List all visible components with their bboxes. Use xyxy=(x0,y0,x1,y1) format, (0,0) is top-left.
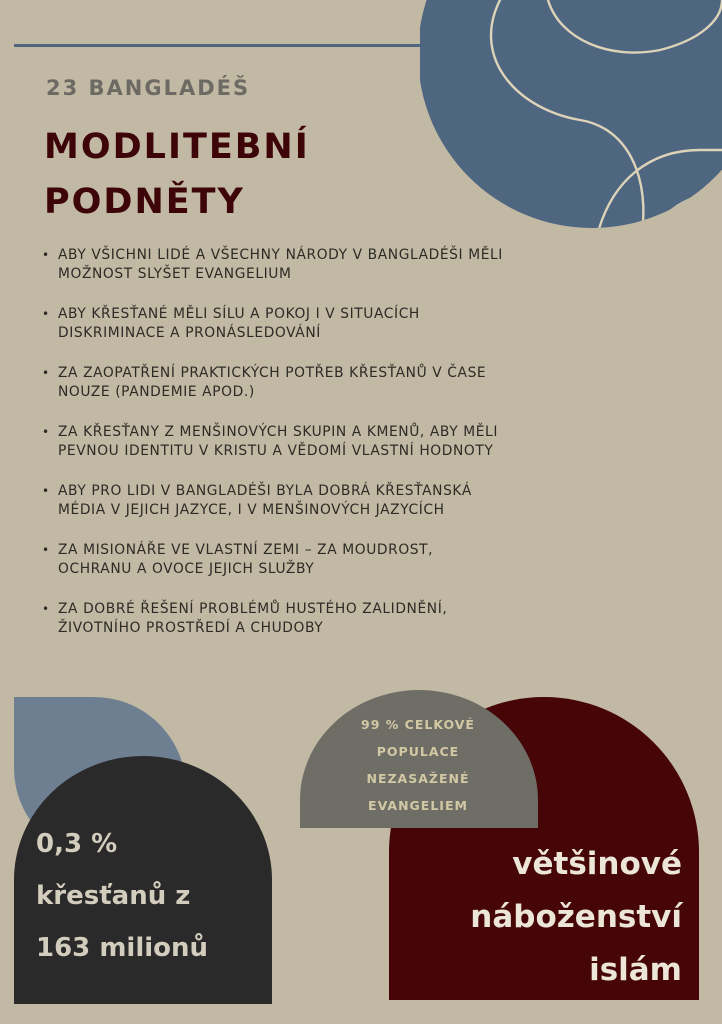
prayer-point-line: • ZA KŘESŤANY Z MENŠINOVÝCH SKUPIN A KMENŮ, ABY MĚLI xyxy=(58,424,499,440)
top-rule-divider xyxy=(14,44,420,47)
title-line: MODLITEBNÍ xyxy=(44,127,310,167)
prayer-point-line: • ZA MISIONÁŘE VE VLASTNÍ ZEMI – ZA MOUDROST, xyxy=(58,542,434,558)
country-kicker: 23 BANGLADÉŠ xyxy=(46,76,251,100)
prayer-point-line: • ZA ZAOPATŘENÍ PRAKTICKÝCH POTŘEB KŘESŤANŮ V ČASE xyxy=(58,365,487,381)
prayer-point xyxy=(42,600,682,638)
unreached-stat xyxy=(318,711,518,819)
unreached-stat-line: NEZASAŽENÉ xyxy=(366,771,470,786)
page-title xyxy=(44,120,444,230)
prayer-point-line: MÉDIA V JEJICH JAZYCE, I V MENŠINOVÝCH JAZYCÍCH xyxy=(58,502,445,518)
christians-stat-line: 163 milionů xyxy=(36,933,209,963)
prayer-point-line: • ABY KŘESŤANÉ MĚLI SÍLU A POKOJ I V SITUACÍCH xyxy=(58,306,420,322)
christians-stat-line: křesťanů z xyxy=(36,881,191,911)
prayer-point xyxy=(42,482,682,520)
title-line: PODNĚTY xyxy=(44,182,245,222)
prayer-point-line: MOŽNOST SLYŠET EVANGELIUM xyxy=(58,266,292,282)
blue-circle-decoration xyxy=(420,0,722,232)
prayer-point-line: DISKRIMINACE A PRONÁSLEDOVÁNÍ xyxy=(58,325,321,341)
prayer-point-line: • ABY VŠICHNI LIDÉ A VŠECHNY NÁRODY V BANGLADÉŠI MĚLI xyxy=(58,247,503,263)
unreached-stat-line: 99 % CELKOVÉ xyxy=(361,717,475,732)
prayer-point xyxy=(42,541,682,579)
prayer-point-line: • ABY PRO LIDI V BANGLADÉŠI BYLA DOBRÁ KŘESŤANSKÁ xyxy=(58,483,472,499)
prayer-point xyxy=(42,246,682,284)
prayer-point xyxy=(42,423,682,461)
prayer-point-line: OCHRANU A OVOCE JEJICH SLUŽBY xyxy=(58,561,315,577)
prayer-point xyxy=(42,305,682,343)
religion-stat-line: islám xyxy=(589,952,682,988)
religion-stat xyxy=(420,838,682,997)
religion-stat-line: náboženství xyxy=(470,899,682,935)
christians-stat-line: 0,3 % xyxy=(36,829,118,859)
prayer-point-line: ŽIVOTNÍHO PROSTŘEDÍ A CHUDOBY xyxy=(58,620,324,636)
prayer-points-list xyxy=(42,246,682,659)
prayer-point-line: • ZA DOBRÉ ŘEŠENÍ PROBLÉMŮ HUSTÉHO ZALIDNĚNÍ, xyxy=(58,601,448,617)
prayer-point xyxy=(42,364,682,402)
prayer-point-line: PEVNOU IDENTITU V KRISTU A VĚDOMÍ VLASTNÍ HODNOTY xyxy=(58,443,494,459)
unreached-stat-line: EVANGELIEM xyxy=(368,798,468,813)
christians-stat xyxy=(36,818,266,974)
prayer-point-line: NOUZE (PANDEMIE APOD.) xyxy=(58,384,255,400)
unreached-stat-line: POPULACE xyxy=(376,744,460,759)
religion-stat-line: většinové xyxy=(512,846,682,882)
